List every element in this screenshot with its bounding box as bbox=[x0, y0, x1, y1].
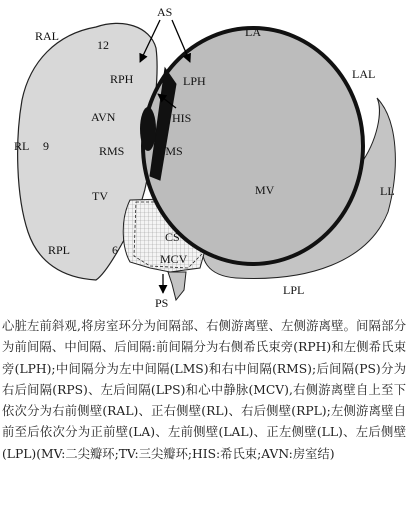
label-lph: LPH bbox=[183, 74, 206, 88]
label-lpl: LPL bbox=[283, 283, 305, 297]
label-9: 9 bbox=[43, 139, 49, 153]
label-mcv: MCV bbox=[160, 252, 188, 266]
label-his: HIS bbox=[172, 111, 192, 125]
label-tv: TV bbox=[92, 189, 108, 203]
figure-caption: 心脏左前斜观,将房室环分为间隔部、右侧游离壁、左侧游离壁。间隔部分为前间隔、中间隔、后间隔:前间隔分为右侧希氏束旁(RPH)和左侧希氏束旁(LPH);中间隔分为左中间隔(LMS)和右中间隔(RMS);后间隔(PS)分为右后间隔(RPS)、左后间隔(LPS)和心中静脉(MCV),右侧游离壁自上至下依次分为右前侧壁(RAL)、正右侧壁(RL)、右后侧壁(RPL);左侧游离壁自前至后依次分为正前壁(LA)、左前侧壁(LAL)、正左侧壁(LL)、左后侧壁(LPL)(MV:二尖瓣环;TV:三尖瓣环;HIS:希氏束;AVN:房室结) bbox=[2, 319, 406, 461]
posterior-septum-protrusion bbox=[168, 272, 186, 300]
label-6: 6 bbox=[112, 243, 118, 257]
label-ral: RAL bbox=[35, 29, 59, 43]
label-12: 12 bbox=[97, 38, 109, 52]
label-lms: LMS bbox=[158, 144, 183, 158]
label-cs: CS bbox=[165, 230, 180, 244]
label-rl: RL bbox=[14, 139, 30, 153]
label-lal: LAL bbox=[352, 67, 376, 81]
label-as: AS bbox=[157, 5, 173, 19]
label-mv: MV bbox=[255, 183, 275, 197]
avn-node bbox=[140, 107, 156, 151]
label-la: LA bbox=[245, 25, 261, 39]
label-rph: RPH bbox=[110, 72, 134, 86]
label-ll: LL bbox=[380, 184, 395, 198]
label-rms: RMS bbox=[99, 144, 125, 158]
label-rpl: RPL bbox=[48, 243, 71, 257]
label-ps: PS bbox=[155, 296, 169, 310]
label-avn: AVN bbox=[91, 110, 116, 124]
